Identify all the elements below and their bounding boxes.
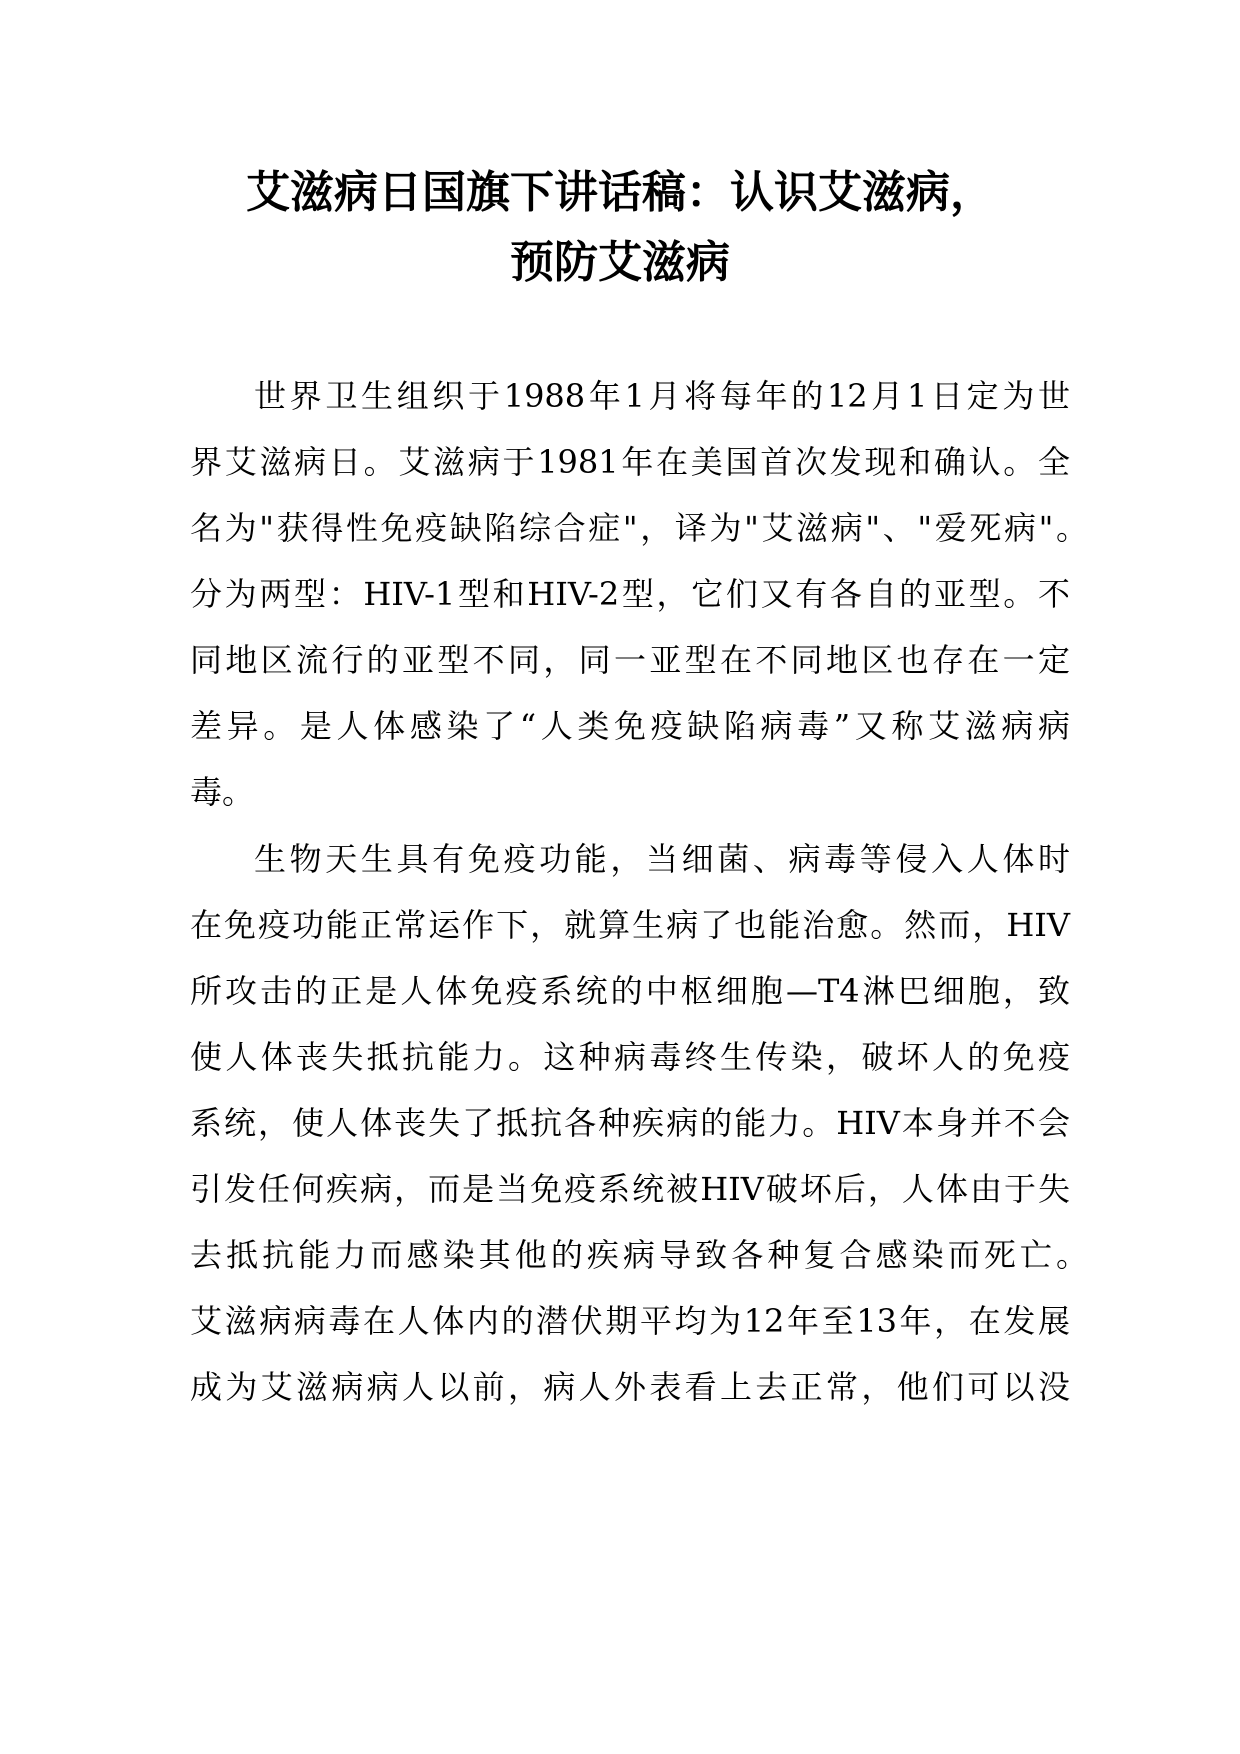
paragraph-2-line-7: 去抵抗能力而感染其他的疾病导致各种复合感染而死亡。 — [190, 1236, 1088, 1274]
paragraph-1-line-2: 界艾滋病日。艾滋病于1981年在美国首次发现和确认。全 — [190, 443, 1070, 481]
paragraph-1-line-5: 同地区流行的亚型不同，同一亚型在不同地区也存在一定 — [190, 641, 1070, 679]
title-line-1: 艾滋病日国旗下讲话稿：认识艾滋病， — [246, 167, 994, 218]
paragraph-1-line-7: 毒。 — [190, 773, 255, 811]
paragraph-1-line-3: 名为"获得性免疫缺陷综合症"，译为"艾滋病"、"爱死病"。 — [190, 509, 1088, 547]
paragraph-2-line-5: 系统，使人体丧失了抵抗各种疾病的能力。HIV本身并不会 — [190, 1104, 1070, 1142]
paragraph-1-line-4: 分为两型：HIV-1型和HIV-2型，它们又有各自的亚型。不 — [190, 575, 1070, 613]
paragraph-1-line-6: 差异。是人体感染了“人类免疫缺陷病毒”又称艾滋病病 — [190, 707, 1070, 745]
paragraph-2-line-8: 艾滋病病毒在人体内的潜伏期平均为12年至13年，在发展 — [190, 1302, 1070, 1340]
paragraph-2-line-3: 所攻击的正是人体免疫系统的中枢细胞—T4淋巴细胞，致 — [190, 972, 1070, 1010]
paragraph-2-line-9: 成为艾滋病病人以前，病人外表看上去正常，他们可以没 — [190, 1368, 1070, 1406]
paragraph-2-line-1: 生物天生具有免疫功能，当细菌、病毒等侵入人体时 — [254, 840, 1070, 878]
paragraph-2-line-4: 使人体丧失抵抗能力。这种病毒终生传染，破坏人的免疫 — [190, 1038, 1070, 1076]
paragraph-2-line-2: 在免疫功能正常运作下，就算生病了也能治愈。然而，HIV — [190, 906, 1070, 944]
paragraph-1-line-1: 世界卫生组织于1988年1月将每年的12月1日定为世 — [254, 377, 1070, 415]
document-title — [150, 158, 1090, 298]
title-line-2: 预防艾滋病 — [510, 237, 730, 288]
paragraph-2-line-6: 引发任何疾病，而是当免疫系统被HIV破坏后，人体由于失 — [190, 1170, 1070, 1208]
